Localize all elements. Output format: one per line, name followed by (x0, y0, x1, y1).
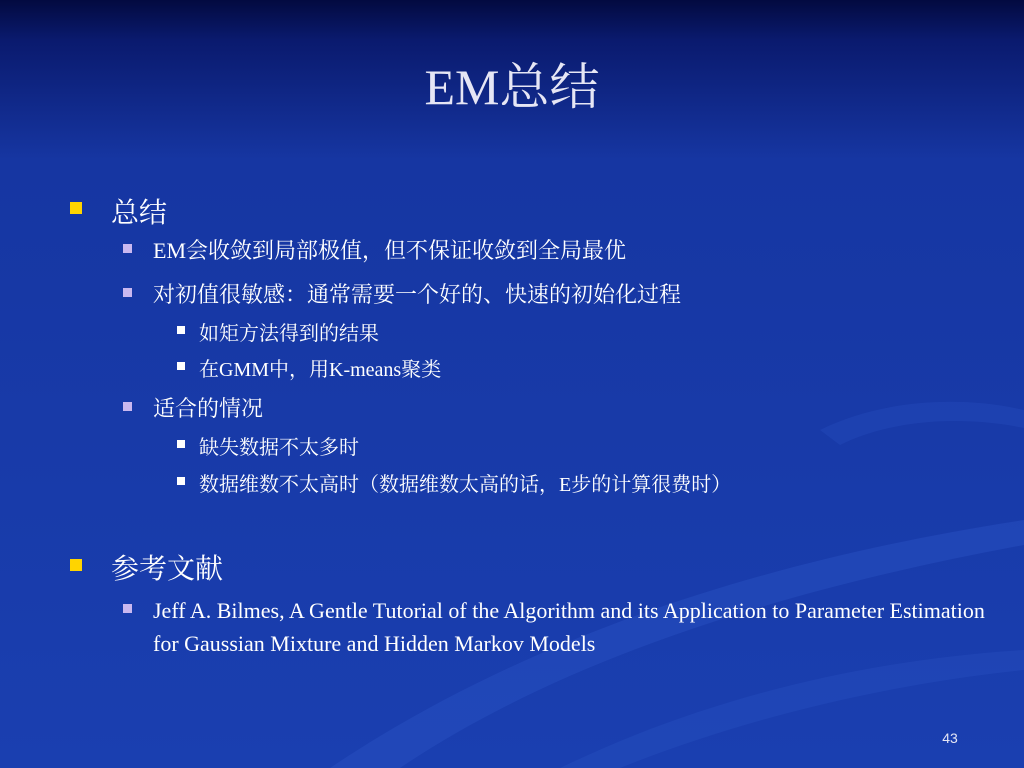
level3-bullet (177, 326, 185, 334)
list-item: EM会收敛到局部极值，但不保证收敛到全局最优 (153, 238, 627, 263)
sub-list-item: 在GMM中，用K-means聚类 (199, 359, 442, 381)
list-item: 对初值很敏感：通常需要一个好的、快速的初始化过程 (153, 282, 682, 307)
reference-item: Jeff A. Bilmes, A Gentle Tutorial of the Algorithm and its Application to Parameter Estimation for Gaussian Mixture and Hidden Markov Models (153, 598, 985, 656)
level1-bullet (70, 202, 82, 214)
page-number: 43 (942, 730, 958, 746)
level3-bullet (177, 362, 185, 370)
level3-bullet (177, 440, 185, 448)
level3-bullet (177, 477, 185, 485)
level2-bullet (123, 244, 132, 253)
sub-list-item: 缺失数据不太多时 (199, 437, 359, 459)
sub-list-item: 如矩方法得到的结果 (199, 323, 379, 345)
level2-bullet (123, 604, 132, 613)
list-item: 适合的情况 (153, 396, 264, 421)
level2-bullet (123, 402, 132, 411)
section-heading: 参考文献 (111, 554, 224, 585)
level1-bullet (70, 559, 82, 571)
sub-list-item: 数据维数不太高时（数据维数太高的话，E步的计算很费时） (199, 474, 732, 496)
section-heading: 总结 (111, 198, 168, 229)
level2-bullet (123, 288, 132, 297)
slide-title: EM总结 (424, 59, 600, 115)
